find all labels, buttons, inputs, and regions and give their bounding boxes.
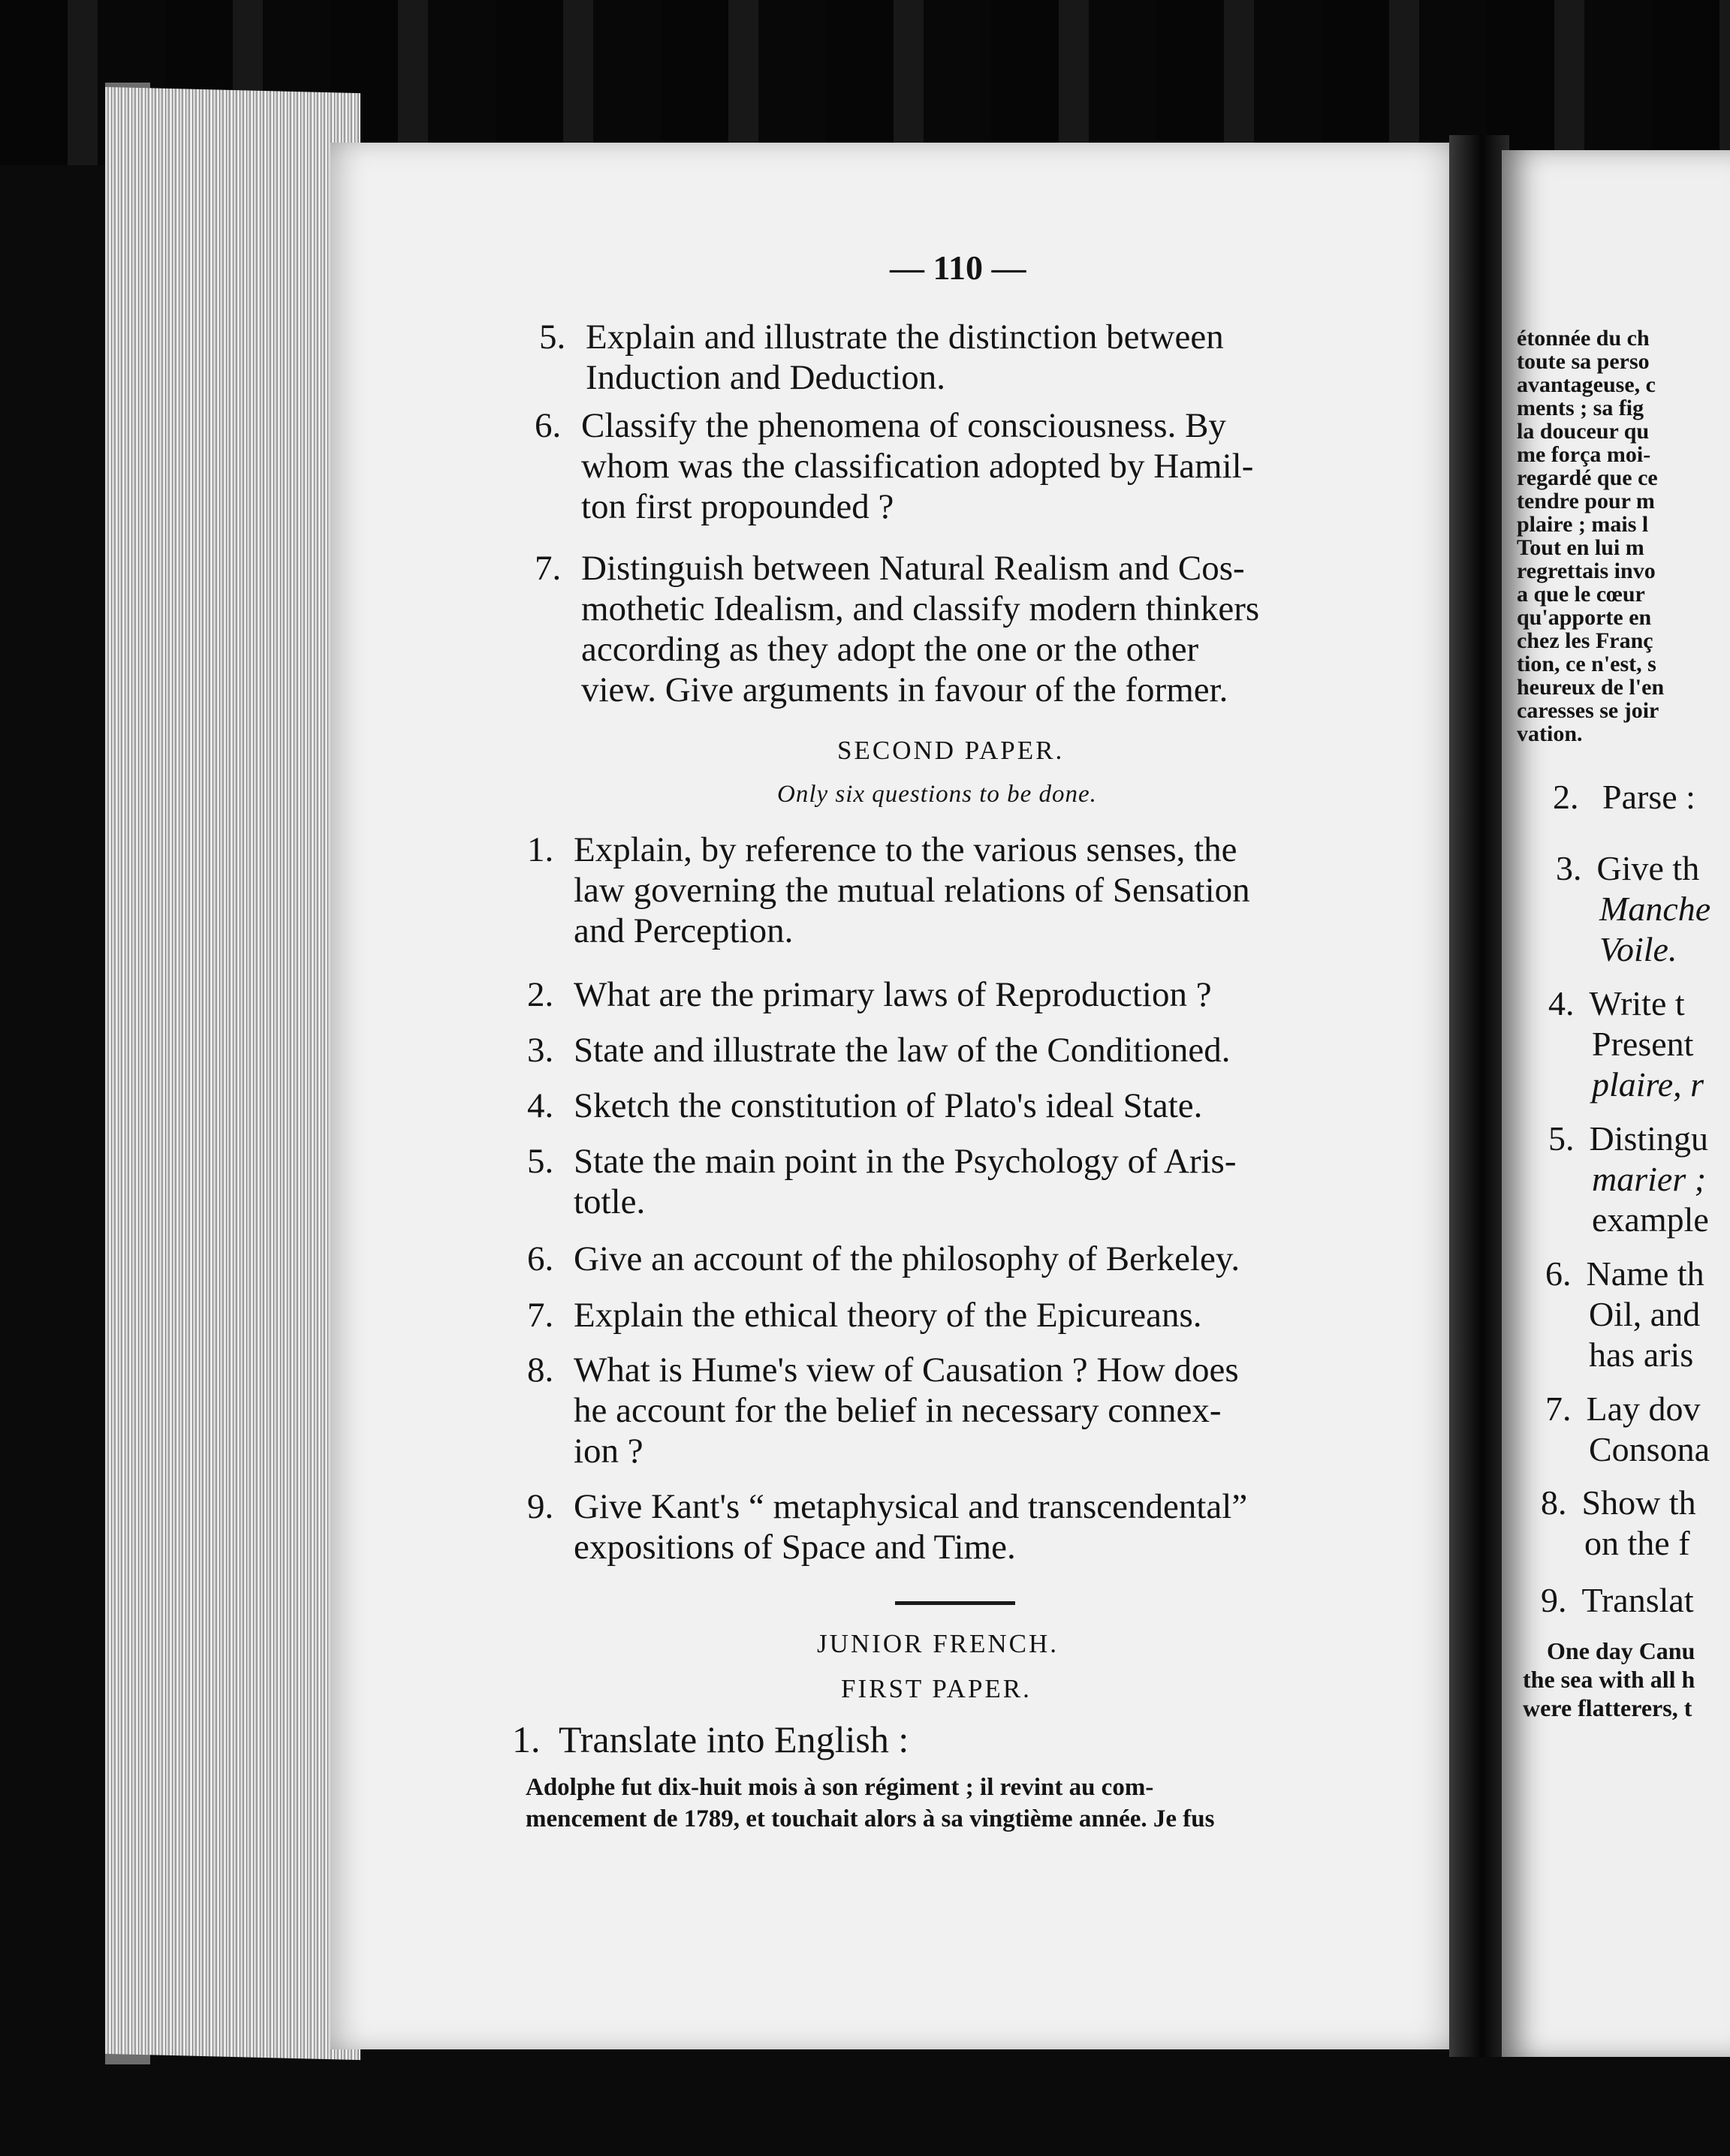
section-divider [895,1601,1015,1605]
question-line: Explain, by reference to the various senses, the [574,830,1237,869]
english-passage [1523,1637,1695,1722]
question-line: plaire, r [1592,1065,1704,1104]
passage-line: mencement de 1789, et touchait alors à sa vingtième année. Je fus [526,1805,1215,1832]
section-heading: JUNIOR FRENCH. [817,1629,1059,1658]
question-line: ion ? [574,1432,643,1471]
right-question-4 [1548,983,1704,1105]
question-text [574,1141,1236,1222]
question-number: 6. [535,406,562,445]
passage-line: qu'apporte en [1517,605,1652,630]
question-number: 3. [1556,849,1582,887]
question-number: 8. [527,1351,554,1390]
question-number: 9. [1541,1581,1567,1619]
passage-line: the sea with all h [1523,1666,1695,1693]
question-number: 6. [527,1239,554,1278]
question-7 [535,548,1466,721]
question-line: has aris [1589,1335,1694,1374]
question-line: Translate into English : [559,1718,909,1760]
question-number: 5. [1548,1119,1575,1158]
right-question-7 [1545,1389,1710,1470]
question-line: State and illustrate the law of the Conditioned. [574,1031,1231,1070]
question-number: 8. [1541,1483,1567,1522]
right-question-2 [1553,777,1695,818]
question-line: example [1592,1200,1709,1239]
first-paper-heading: FIRST PAPER. [841,1674,1032,1703]
question-line: Show th [1581,1483,1696,1522]
question-line: Classify the phenomena of consciousness. By [581,406,1226,445]
question-number: 2. [527,975,554,1014]
question-line: Sketch the constitution of Plato's ideal State. [574,1086,1203,1125]
question-text [574,1486,1247,1567]
question-number: 6. [1545,1254,1572,1293]
second-paper-note: Only six questions to be done. [777,781,1097,808]
passage-line: avantageuse, c [1517,372,1656,397]
question-text [574,974,1212,1015]
question-number: 7. [535,549,562,588]
question-line: mothetic Idealism, and classify modern thinkers [581,589,1260,628]
question-number: 4. [1548,984,1575,1022]
question-text [574,1350,1239,1471]
french-passage-continued [1517,327,1664,745]
passage-line: One day Canu [1547,1637,1695,1664]
question-line: view. Give arguments in favour of the former. [581,670,1228,709]
passage-line: regrettais invo [1517,559,1656,583]
question-6 [535,405,1466,533]
passage-line: Adolphe fut dix-huit mois à son régiment ; il revint au com- [526,1774,1154,1801]
right-question-3 [1556,848,1710,970]
question-line: Distinguish between Natural Realism and Cos- [581,549,1245,588]
passage-line: caresses se joir [1517,698,1659,723]
question-number: 4. [527,1086,554,1125]
passage-line: vation. [1517,721,1583,746]
passage-line: tendre pour m [1517,489,1655,513]
question-text [574,1295,1202,1335]
question-1 [527,830,1473,957]
book-gutter [1449,135,1509,2057]
right-question-9 [1541,1580,1694,1621]
question-line: Consona [1589,1430,1710,1468]
passage-line: regardé que ce [1517,465,1658,490]
passage-line: plaire ; mais l [1517,512,1649,537]
question-line: ton first propounded ? [581,487,894,526]
question-line: State the main point in the Psychology of Aris- [574,1142,1237,1181]
question-5 [539,317,1470,399]
question-line: Lay dov [1586,1390,1701,1428]
passage-line: heureux de l'en [1517,675,1665,700]
passage-line: Tout en lui m [1517,535,1644,560]
question-text [574,830,1250,951]
passage-line: were flatterers, t [1523,1694,1692,1721]
question-line: Manche [1599,890,1711,928]
question-line: What are the primary laws of Reproduction ? [574,975,1212,1014]
passage-line: me força moi- [1517,442,1651,467]
question-number: 9. [527,1487,554,1526]
page-edges [105,87,360,2060]
question-line: Explain and illustrate the distinction between [586,318,1224,357]
question-line: on the f [1584,1524,1690,1562]
question-line: Give Kant's “ metaphysical and transcendental” [574,1487,1248,1526]
question-line: according as they adopt the one or the other [581,630,1199,669]
question-line: Give th [1596,849,1700,887]
question-text [581,548,1259,710]
passage-line: étonnée du ch [1517,326,1650,351]
question-text [586,317,1224,398]
question-line: Oil, and [1589,1295,1701,1333]
question-line: Parse : [1602,778,1695,816]
question-number: 1. [527,830,554,869]
question-line: he account for the belief in necessary connex- [574,1391,1222,1430]
second-paper-heading: SECOND PAPER. [837,736,1065,765]
french-passage [526,1772,1214,1835]
right-page [1502,150,1730,2057]
question-text [581,405,1253,527]
passage-line: tion, ce n'est, s [1517,652,1656,676]
question-line: Induction and Deduction. [586,358,946,397]
question-line: Explain the ethical theory of the Epicureans. [574,1296,1202,1335]
question-line: law governing the mutual relations of Sensation [574,871,1250,910]
question-line: Distingu [1589,1119,1708,1158]
question-line: marier ; [1592,1160,1707,1198]
passage-line: a que le cœur [1517,582,1645,607]
question-number: 2. [1553,778,1579,816]
question-line: What is Hume's view of Causation ? How does [574,1351,1239,1390]
question-number: 7. [1545,1390,1572,1428]
question-line: expositions of Space and Time. [574,1528,1016,1567]
passage-line: toute sa perso [1517,349,1650,374]
right-question-6 [1545,1254,1704,1375]
question-line: Present [1592,1025,1694,1063]
question-line: Translat [1581,1581,1694,1619]
left-page [330,143,1487,2049]
question-line: and Perception. [574,911,794,950]
question-number: 5. [539,318,566,357]
question-number: 5. [527,1142,554,1181]
question-text [574,1030,1231,1070]
question-text [574,1086,1202,1126]
passage-line: ments ; sa fig [1517,396,1644,420]
passage-line: la douceur qu [1517,419,1650,444]
page-number: — 110 — [890,248,1026,287]
question-text [574,1239,1240,1279]
question-line: Give an account of the philosophy of Berkeley. [574,1239,1240,1278]
question-line: whom was the classification adopted by Hamil- [581,447,1254,486]
question-number: 1. [512,1718,541,1760]
question-line: Name th [1586,1254,1704,1293]
question-line: Write t [1589,984,1685,1022]
question-number: 7. [527,1296,554,1335]
passage-line: chez les Franç [1517,628,1653,653]
right-question-8 [1541,1483,1696,1564]
question-line: Voile. [1599,930,1677,968]
right-question-5 [1548,1119,1709,1240]
question-line: totle. [574,1182,646,1221]
question-number: 3. [527,1031,554,1070]
question-text [559,1719,909,1760]
